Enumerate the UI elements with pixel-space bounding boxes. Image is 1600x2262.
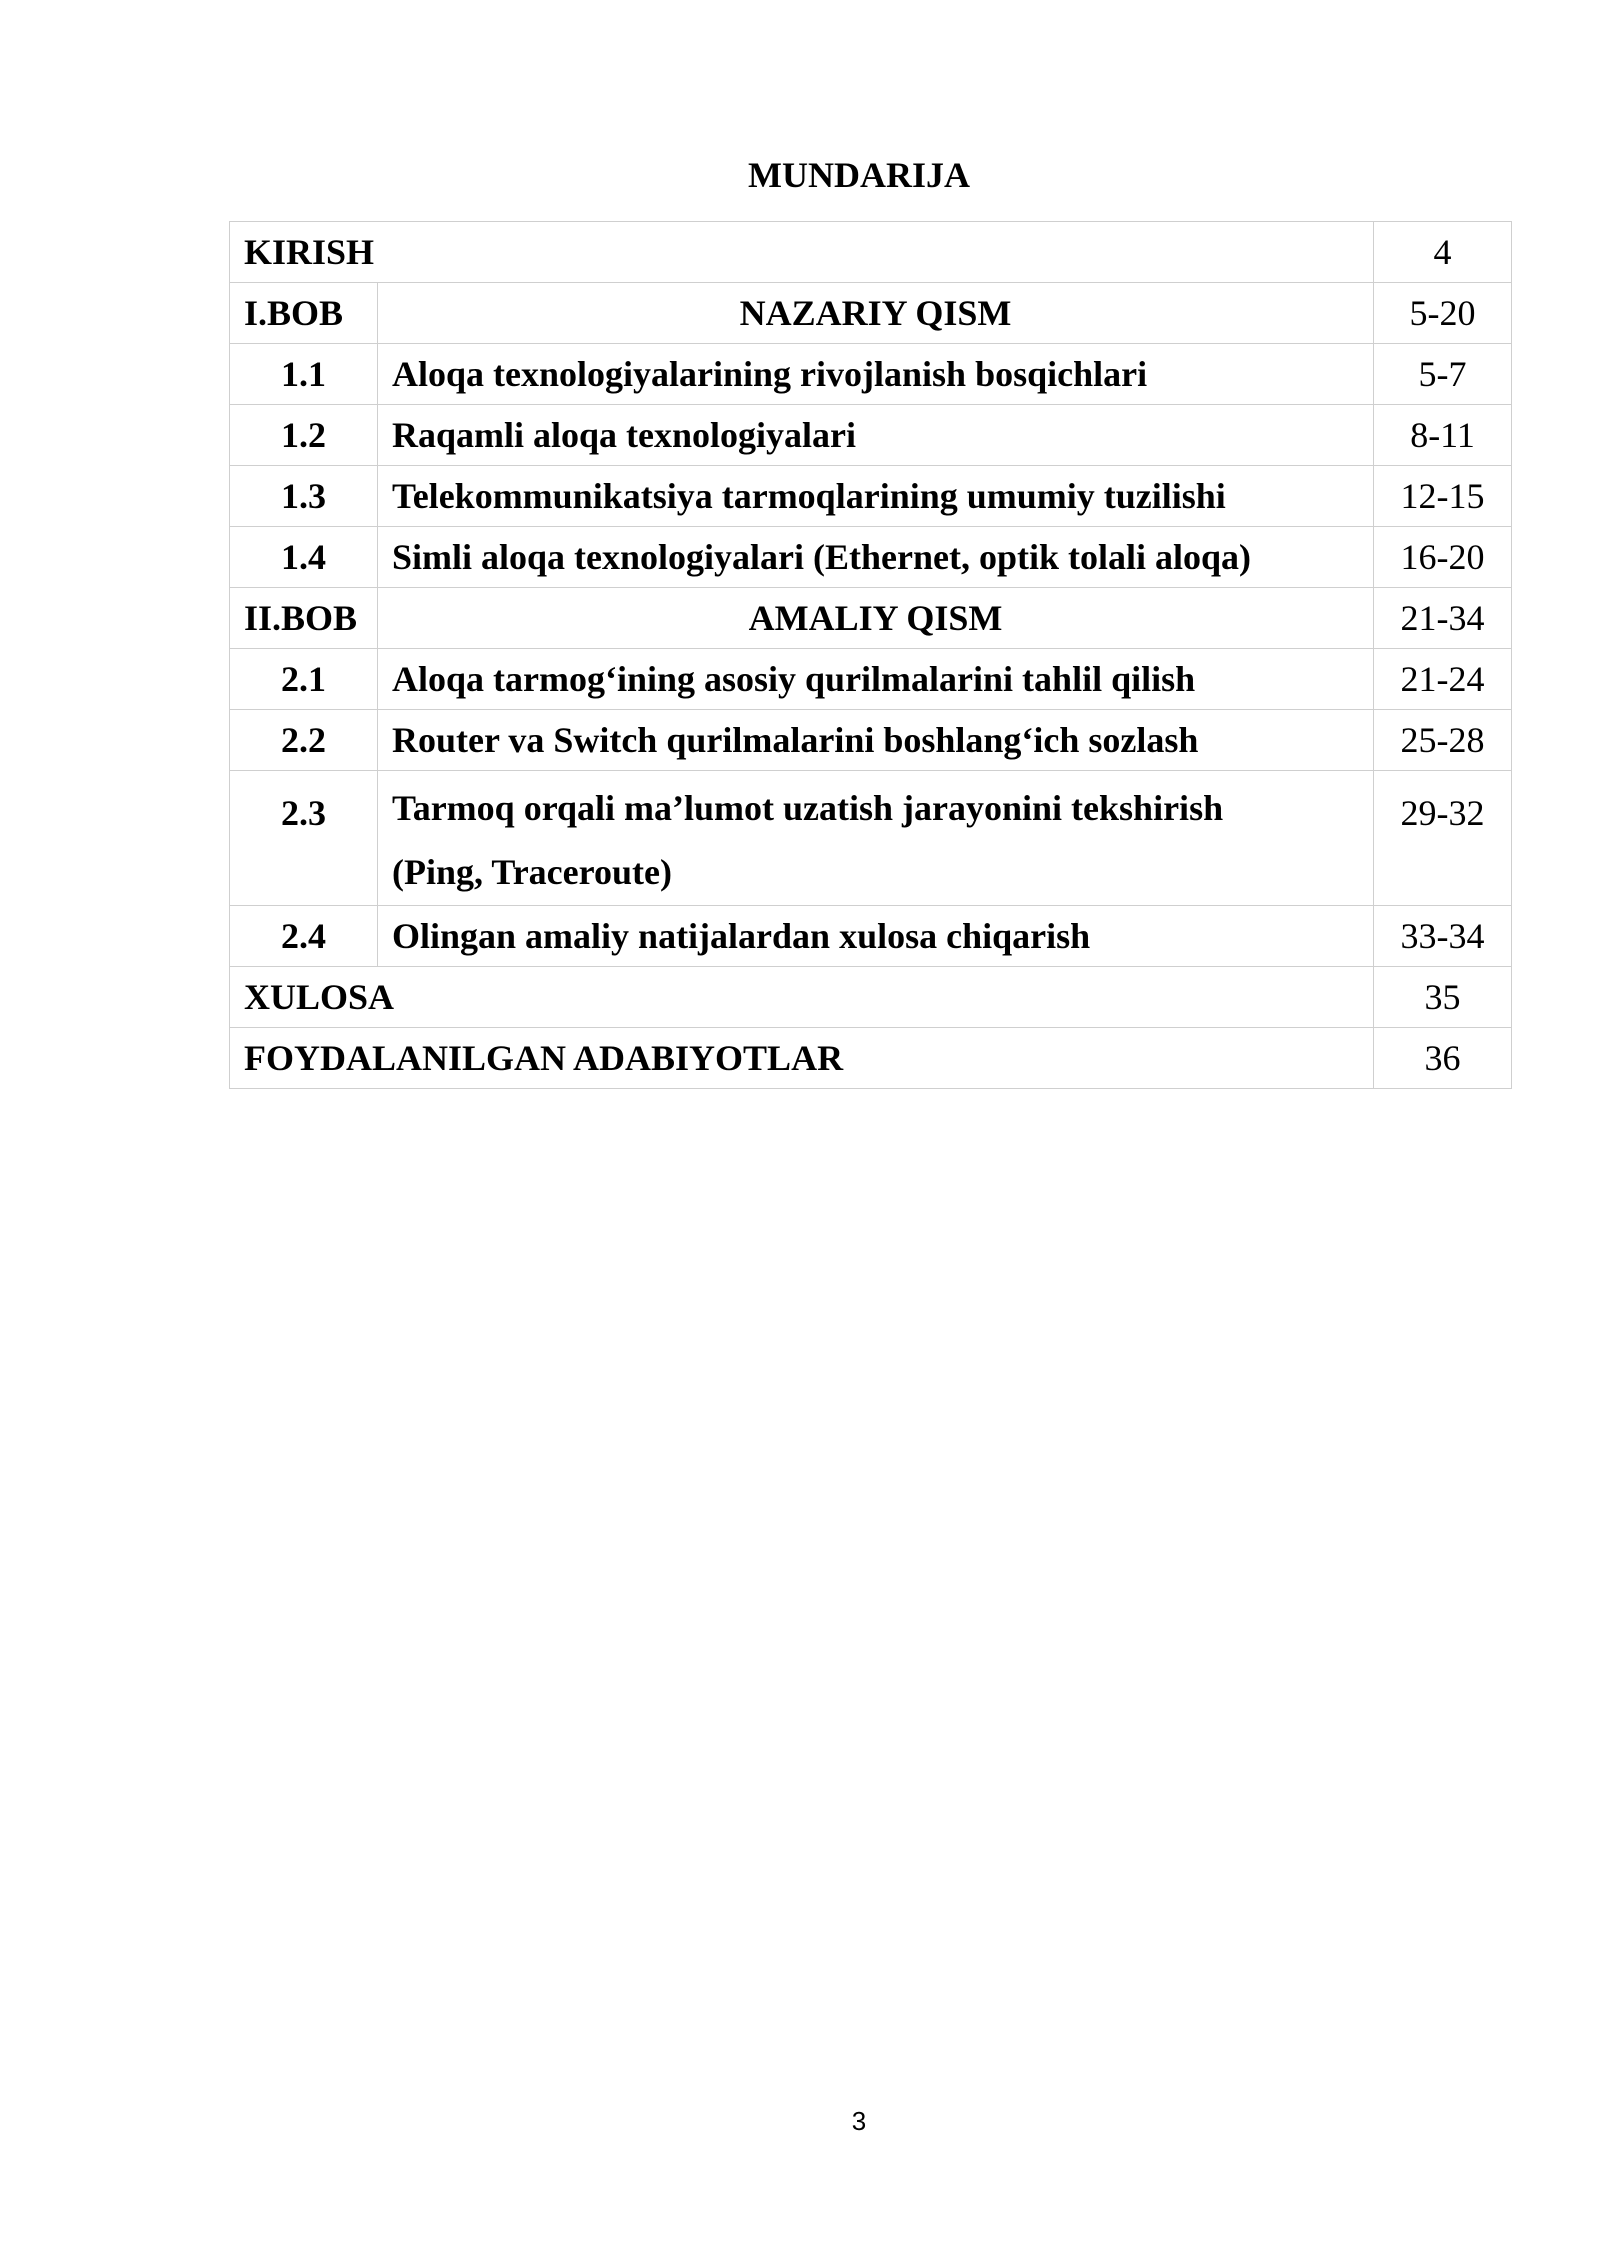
toc-section-number: 2.3 xyxy=(230,771,378,906)
toc-section-title-line2: (Ping, Traceroute) xyxy=(392,852,672,892)
toc-row-1-1 xyxy=(230,344,1512,405)
toc-section-number: 1.1 xyxy=(230,344,378,405)
toc-section-number: 2.4 xyxy=(230,906,378,967)
toc-chapter-title: NAZARIY QISM xyxy=(378,283,1374,344)
toc-row-2-1 xyxy=(230,649,1512,710)
toc-section-title: Telekommunikatsiya tarmoqlarining umumiy tuzilishi xyxy=(378,466,1374,527)
toc-section-title: Olingan amaliy natijalardan xulosa chiqarish xyxy=(378,906,1374,967)
toc-row-kirish xyxy=(230,222,1512,283)
toc-chapter-title: AMALIY QISM xyxy=(378,588,1374,649)
toc-page: 35 xyxy=(1374,967,1512,1028)
toc-row-bob1 xyxy=(230,283,1512,344)
toc-row-1-2 xyxy=(230,405,1512,466)
toc-label: KIRISH xyxy=(230,222,1374,283)
table-of-contents xyxy=(229,221,1512,1089)
toc-row-2-2 xyxy=(230,710,1512,771)
toc-section-number: 2.1 xyxy=(230,649,378,710)
toc-row-2-3 xyxy=(230,771,1512,906)
toc-row-1-4 xyxy=(230,527,1512,588)
toc-section-title: Router va Switch qurilmalarini boshlang‘ich sozlash xyxy=(378,710,1374,771)
toc-label: XULOSA xyxy=(230,967,1374,1028)
toc-section-number: 1.4 xyxy=(230,527,378,588)
toc-page: 5-7 xyxy=(1374,344,1512,405)
page-title: MUNDARIJA xyxy=(748,155,970,195)
toc-page: 21-34 xyxy=(1374,588,1512,649)
toc-page: 8-11 xyxy=(1374,405,1512,466)
toc-section-title: Aloqa texnologiyalarining rivojlanish bosqichlari xyxy=(378,344,1374,405)
toc-page: 21-24 xyxy=(1374,649,1512,710)
toc-label: FOYDALANILGAN ADABIYOTLAR xyxy=(230,1028,1374,1089)
toc-section-number: 1.2 xyxy=(230,405,378,466)
toc-page: 25-28 xyxy=(1374,710,1512,771)
toc-row-1-3 xyxy=(230,466,1512,527)
toc-page: 29-32 xyxy=(1374,771,1512,906)
toc-row-2-4 xyxy=(230,906,1512,967)
toc-section-title xyxy=(378,771,1374,906)
toc-page: 12-15 xyxy=(1374,466,1512,527)
toc-section-title: Simli aloqa texnologiyalari (Ethernet, optik tolali aloqa) xyxy=(378,527,1374,588)
toc-page: 5-20 xyxy=(1374,283,1512,344)
toc-section-number: 1.3 xyxy=(230,466,378,527)
toc-page: 4 xyxy=(1374,222,1512,283)
toc-page: 33-34 xyxy=(1374,906,1512,967)
toc-chapter-number: II.BOB xyxy=(230,588,378,649)
toc-row-adabiyotlar xyxy=(230,1028,1512,1089)
toc-section-number: 2.2 xyxy=(230,710,378,771)
page-number: 3 xyxy=(851,2106,867,2136)
toc-row-xulosa xyxy=(230,967,1512,1028)
toc-section-title-line1: Tarmoq orqali ma’lumot uzatish jarayonini tekshirish xyxy=(392,788,1224,828)
toc-section-title: Raqamli aloqa texnologiyalari xyxy=(378,405,1374,466)
toc-chapter-number: I.BOB xyxy=(230,283,378,344)
toc-page: 16-20 xyxy=(1374,527,1512,588)
toc-row-bob2 xyxy=(230,588,1512,649)
toc-page: 36 xyxy=(1374,1028,1512,1089)
toc-section-title: Aloqa tarmog‘ining asosiy qurilmalarini tahlil qilish xyxy=(378,649,1374,710)
